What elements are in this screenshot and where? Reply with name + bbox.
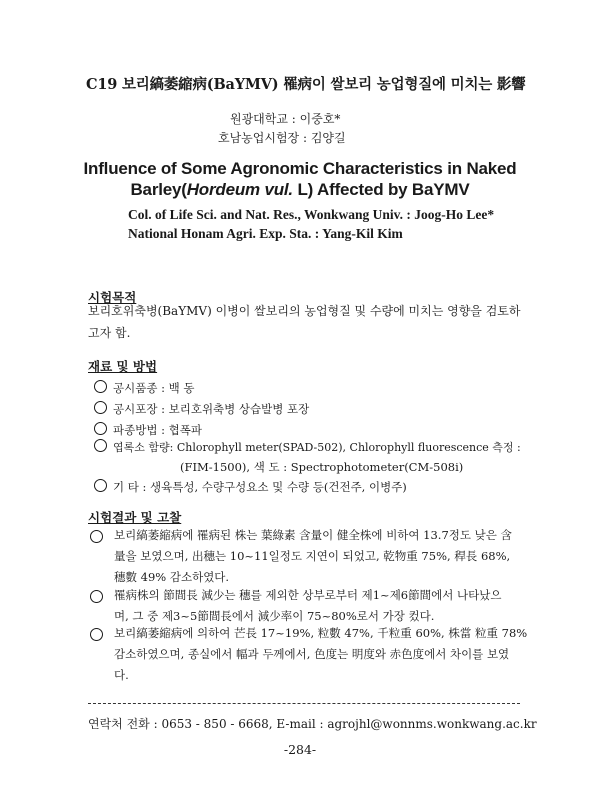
result-item	[114, 585, 554, 627]
circle-bullet-icon	[90, 590, 103, 603]
list-item-continuation: (FIM-1500), 색 도 : Spectrophotometer(CM-508i)	[180, 460, 464, 474]
section-heading-materials: 재료 및 방법	[88, 359, 158, 374]
result-line: 罹病株의 節間長 減少는 穗를 제외한 상부로부터 제1~제6節間에서 나타났으	[114, 588, 502, 602]
circle-bullet-icon	[94, 422, 107, 435]
dashed-divider	[88, 703, 520, 704]
list-item	[94, 479, 407, 495]
section-heading-results: 시험결과 및 고찰	[88, 510, 182, 525]
list-item	[94, 422, 202, 438]
objective-text: 보리호위축병(BaYMV) 이병이 쌀보리의 농업형질 및 수량에 미치는 영향을 검토하고자 함.	[88, 304, 521, 340]
page-number: -284-	[283, 742, 317, 757]
circle-bullet-icon	[90, 530, 103, 543]
author-line: 호남농업시험장 : 김양길	[218, 131, 346, 145]
result-line: 며, 그 중 제3~5節間長에서 減少率이 75~80%로서 가장 컸다.	[114, 609, 435, 623]
title-english-pre: Barley(	[130, 180, 187, 199]
title-korean: C19 보리縞萎縮病(BaYMV) 罹病이 쌀보리 농업형질에 미치는 影響	[86, 76, 526, 93]
list-item-text: 엽록소 함량: Chlorophyll meter(SPAD-502), Chlorophyll fluorescence 측정 :	[113, 441, 521, 454]
author-affiliation: 호남농업시험장	[218, 131, 300, 145]
title-english-line1: Influence of Some Agronomic Characteristics in Naked	[83, 159, 517, 178]
author-name: 김양길	[310, 131, 346, 145]
title-english-post: L) Affected by BaYMV	[292, 180, 470, 199]
circle-bullet-icon	[90, 628, 103, 641]
title-english-species: Hordeum vul.	[186, 180, 293, 199]
list-item-text: 기 타 : 생육특성, 수량구성요소 및 수량 등(건전주, 이병주)	[113, 480, 407, 494]
result-line: 다.	[114, 668, 129, 682]
circle-bullet-icon	[94, 380, 107, 393]
list-item-text: 공시품종 : 백 동	[113, 381, 195, 395]
affiliation-english: Col. of Life Sci. and Nat. Res., Wonkwang Univ. : Joog-Ho Lee*	[128, 207, 495, 222]
result-item	[114, 525, 554, 588]
result-line: 穗數 49% 감소하였다.	[114, 570, 230, 584]
list-item	[94, 401, 309, 417]
result-line: 量을 보였으며, 出穗는 10~11일정도 지연이 되었고, 乾物重 75%, 稈長 68%,	[114, 549, 511, 563]
result-item	[114, 623, 554, 686]
result-line: 보리縞萎縮病에 의하여 芒長 17~19%, 粒數 47%, 千粒重 60%, 株當 粒重 78%	[114, 626, 528, 640]
contact-info: 연락처 전화 : 0653 - 850 - 6668, E-mail : agrojhl@wonnms.wonkwang.ac.kr	[88, 717, 537, 731]
circle-bullet-icon	[94, 401, 107, 414]
result-line: 보리縞萎縮病에 罹病된 株는 葉綠素 含量이 健全株에 비하여 13.7정도 낮은 含	[114, 528, 513, 542]
circle-bullet-icon	[94, 479, 107, 492]
circle-bullet-icon	[94, 439, 107, 452]
list-item-text: 파종방법 : 협폭파	[113, 423, 202, 437]
result-line: 감소하였으며, 종실에서 幅과 두께에서, 色度는 明度와 赤色度에서 차이를 보였	[114, 647, 510, 661]
author-affiliation: 원광대학교	[230, 112, 288, 126]
section-heading-objective: 시험목적	[88, 290, 137, 305]
affiliation-english: National Honam Agri. Exp. Sta. : Yang-Kil Kim	[128, 226, 403, 241]
title-english-line2	[0, 180, 600, 200]
list-item-text: 공시포장 : 보리호위축병 상습발병 포장	[113, 402, 310, 416]
author-line: 원광대학교 : 이중호*	[230, 112, 341, 126]
author-name: 이중호*	[299, 112, 341, 126]
list-item	[94, 380, 195, 396]
list-item	[94, 439, 521, 455]
